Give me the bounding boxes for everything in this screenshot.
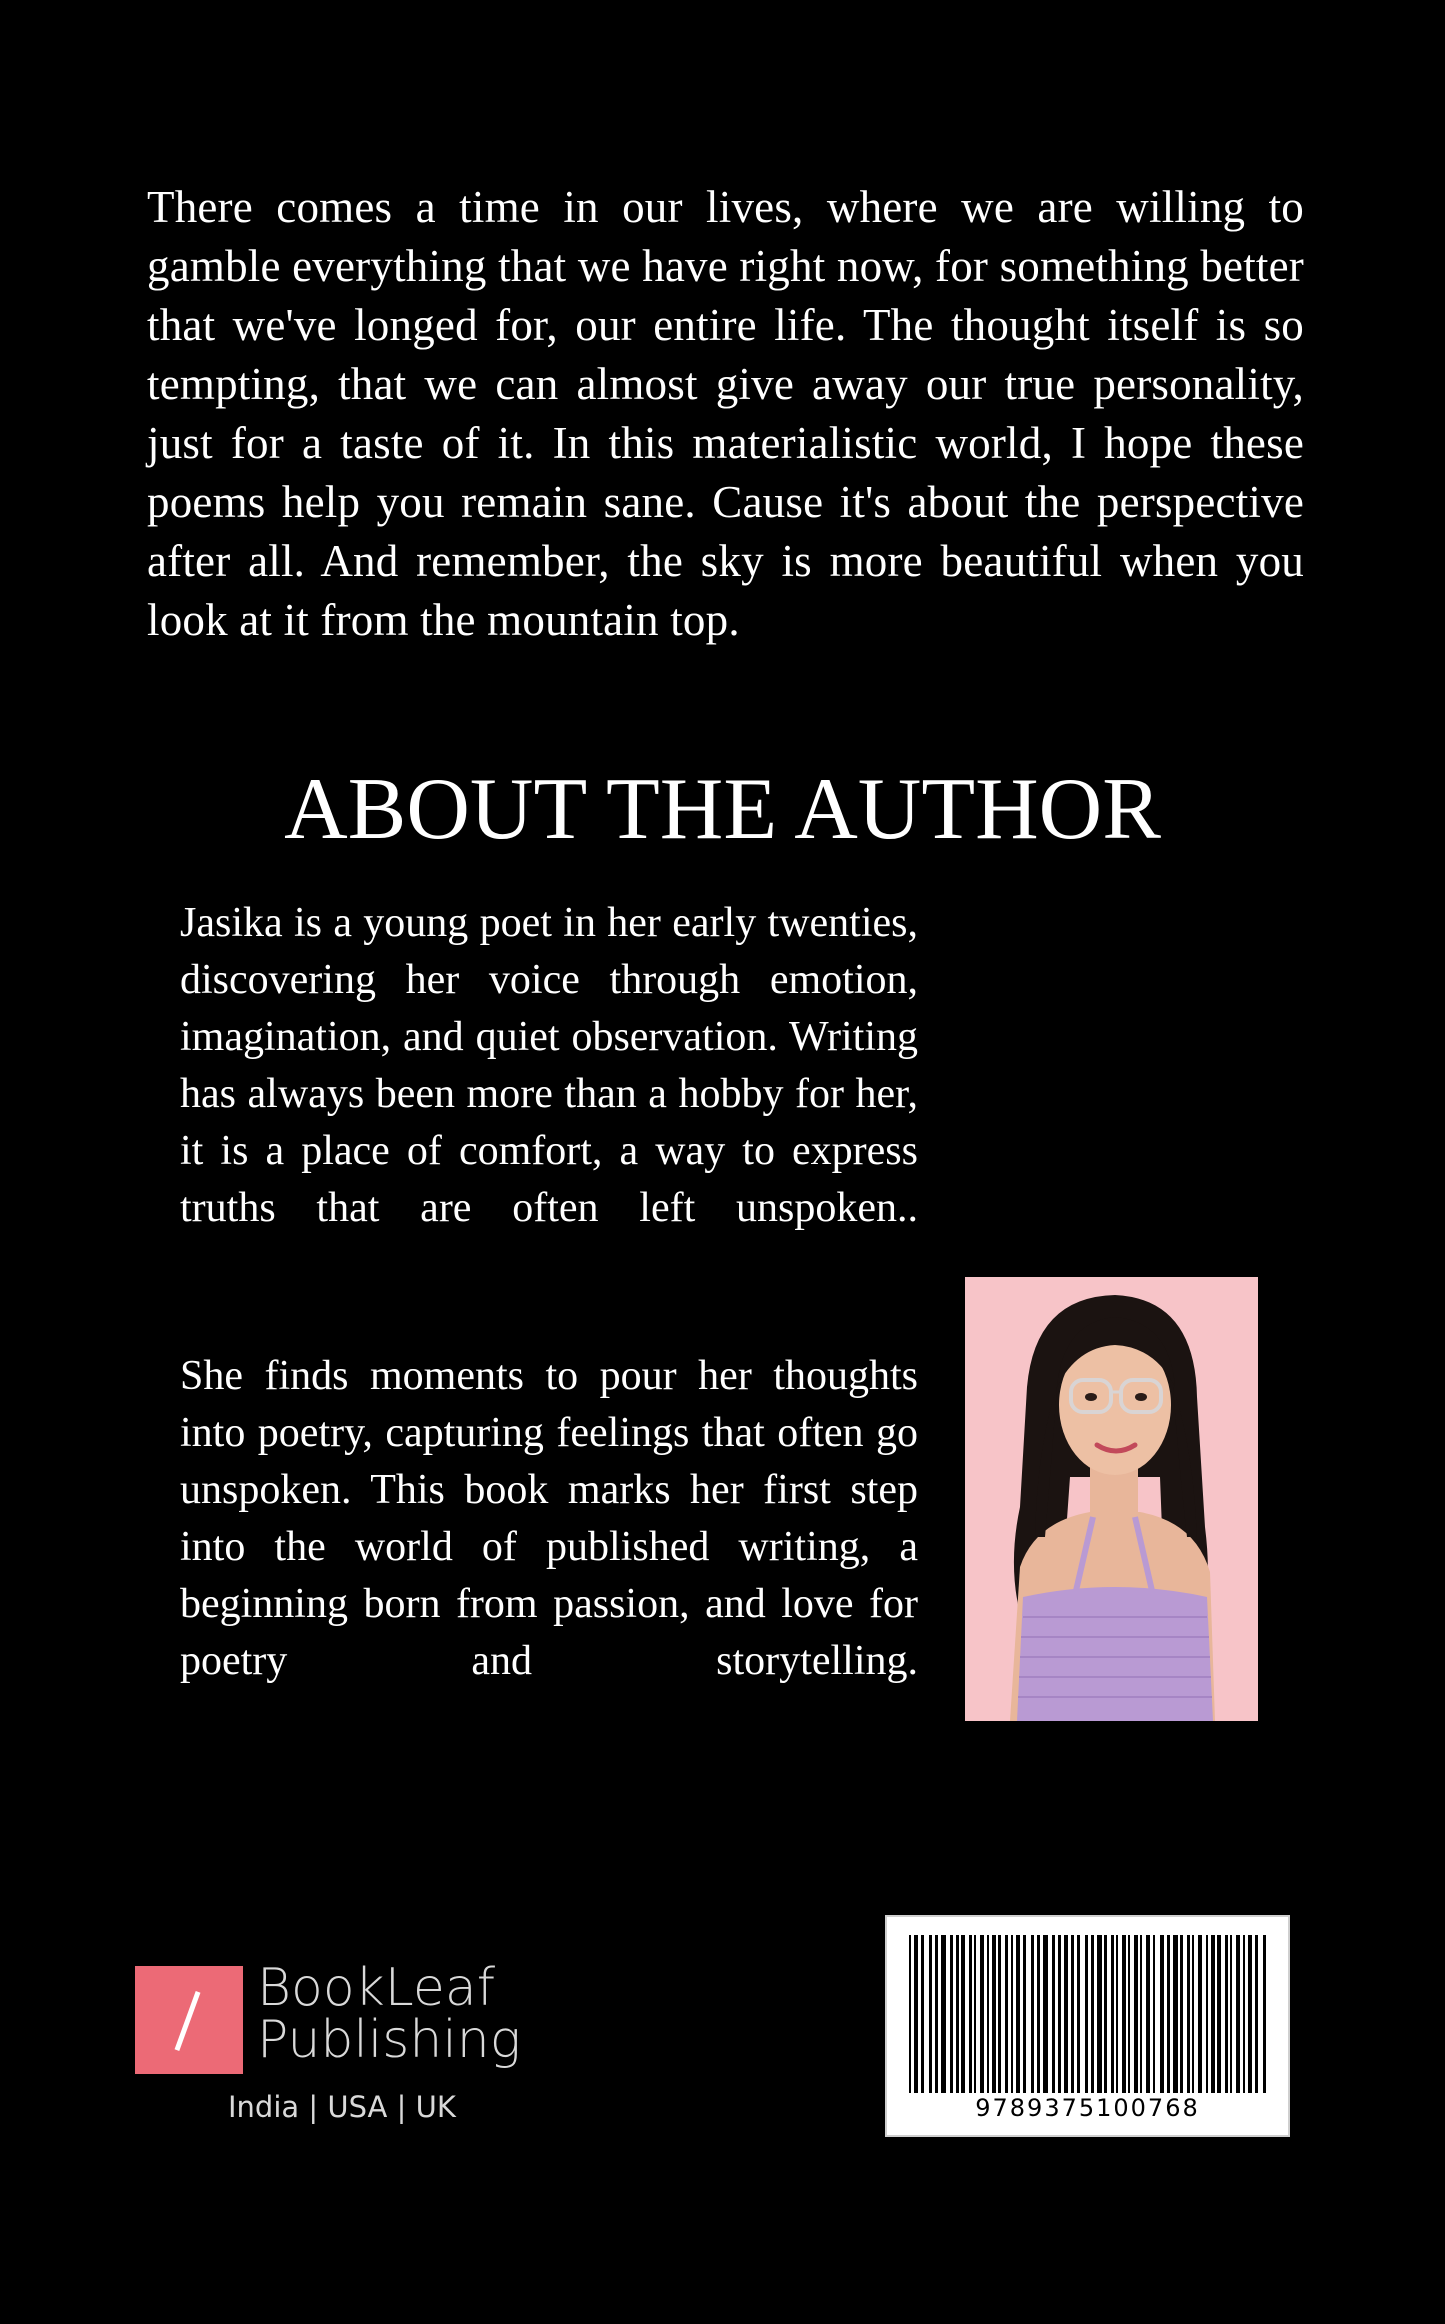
barcode-bar: [1206, 1935, 1208, 2093]
barcode-bar: [1085, 1935, 1088, 2093]
barcode-bar: [935, 1935, 938, 2093]
author-photo: [965, 1277, 1258, 1721]
barcode-bar: [1167, 1935, 1170, 2093]
barcode-bar: [980, 1935, 984, 2093]
barcode-bar: [1058, 1935, 1061, 2093]
barcode-bar: [969, 1935, 972, 2093]
barcode-bar: [921, 1935, 924, 2093]
author-bio-paragraph-2-end: storytelling.: [716, 1638, 918, 1684]
author-portrait-illustration: [965, 1277, 1258, 1721]
barcode-bar: [1122, 1935, 1126, 2093]
barcode-bar: [1128, 1935, 1130, 2093]
barcode-bar: [961, 1935, 965, 2093]
isbn-number: 9789375100768: [975, 2094, 1200, 2122]
barcode-bar: [1180, 1935, 1183, 2093]
barcode-bar: [1225, 1935, 1228, 2093]
barcode-bar: [929, 1935, 932, 2093]
barcode-bar: [909, 1935, 911, 2093]
barcode-bar: [1116, 1935, 1118, 2093]
barcode-bar: [1091, 1935, 1094, 2093]
barcode-bar: [914, 1935, 918, 2093]
barcode-bar: [1211, 1935, 1215, 2093]
barcode-bar: [1077, 1935, 1080, 2093]
barcode-bar: [1134, 1935, 1138, 2093]
barcode-bar: [1023, 1935, 1026, 2093]
barcode-bar: [1037, 1935, 1040, 2093]
barcode-bars: [907, 1935, 1272, 2093]
barcode-bar: [1263, 1935, 1266, 2093]
barcode-bar: [992, 1935, 996, 2093]
author-bio-paragraph-1: Jasika is a young poet in her early twenties, discovering her voice through emotion, imagination, and quiet observation. Writing has always been more than a hobby for her, it is a place of comfort, a way to express truths that are often left unspoken..: [180, 900, 918, 1231]
publisher-name-line-2: Publishing: [257, 2010, 521, 2070]
author-bio-paragraph-2: [180, 1348, 918, 1690]
barcode-bar: [1255, 1935, 1258, 2093]
back-cover-blurb: There comes a time in our lives, where we are willing to gamble everything that we have right now, for something better that we've longed for, our entire life. The thought itself is so tempting, that we can almost give away our true personality, just for a taste of it. In this materialistic world, I hope these poems help you remain sane. Cause it's about the perspective after all. And remember, the sky is more beautiful when you look at it from the mountain top.: [147, 182, 1304, 645]
barcode-bar: [1153, 1935, 1155, 2093]
barcode-bar: [987, 1935, 989, 2093]
barcode-bar: [1173, 1935, 1178, 2093]
publisher-regions: India | USA | UK: [228, 2090, 456, 2124]
barcode-bar: [1011, 1935, 1013, 2093]
barcode-bar: [1248, 1935, 1252, 2093]
barcode-bar: [1016, 1935, 1020, 2093]
barcode-bar: [1111, 1935, 1114, 2093]
barcode-bar: [1097, 1935, 1102, 2093]
barcode-bar: [1071, 1935, 1074, 2093]
barcode-bar: [1140, 1935, 1142, 2093]
isbn-barcode: [885, 1915, 1290, 2137]
barcode-bar: [1217, 1935, 1221, 2093]
barcode-bar: [1243, 1935, 1245, 2093]
barcode-bar: [1192, 1935, 1194, 2093]
barcode-bar: [1146, 1935, 1150, 2093]
barcode-bar: [1043, 1935, 1048, 2093]
barcode-bar: [950, 1935, 953, 2093]
barcode-bar: [956, 1935, 959, 2093]
barcode-bar: [1104, 1935, 1107, 2093]
barcode-bar: [941, 1935, 946, 2093]
barcode-bar: [1005, 1935, 1008, 2093]
barcode-bar: [974, 1935, 976, 2093]
barcode-bar: [1160, 1935, 1164, 2093]
barcode-bar: [1052, 1935, 1055, 2093]
barcode-bar: [998, 1935, 1001, 2093]
publisher-logo-mark: [135, 1966, 243, 2074]
barcode-bar: [1236, 1935, 1240, 2093]
publisher-logo: [135, 1958, 535, 2126]
barcode-bar: [1064, 1935, 1068, 2093]
barcode-bar: [1230, 1935, 1232, 2093]
author-bio-paragraph-2-text: She finds moments to pour her thoughts into poetry, capturing feelings that often go unspoken. This book marks her first step into the world of published writing, a beginning born from passion, and love for poetry and: [180, 1353, 918, 1684]
about-author-heading: ABOUT THE AUTHOR: [284, 761, 1161, 858]
barcode-bar: [1031, 1935, 1034, 2093]
barcode-bar: [1198, 1935, 1202, 2093]
barcode-bar: [1187, 1935, 1190, 2093]
publisher-name-line-1: BookLeaf: [257, 1958, 496, 2018]
